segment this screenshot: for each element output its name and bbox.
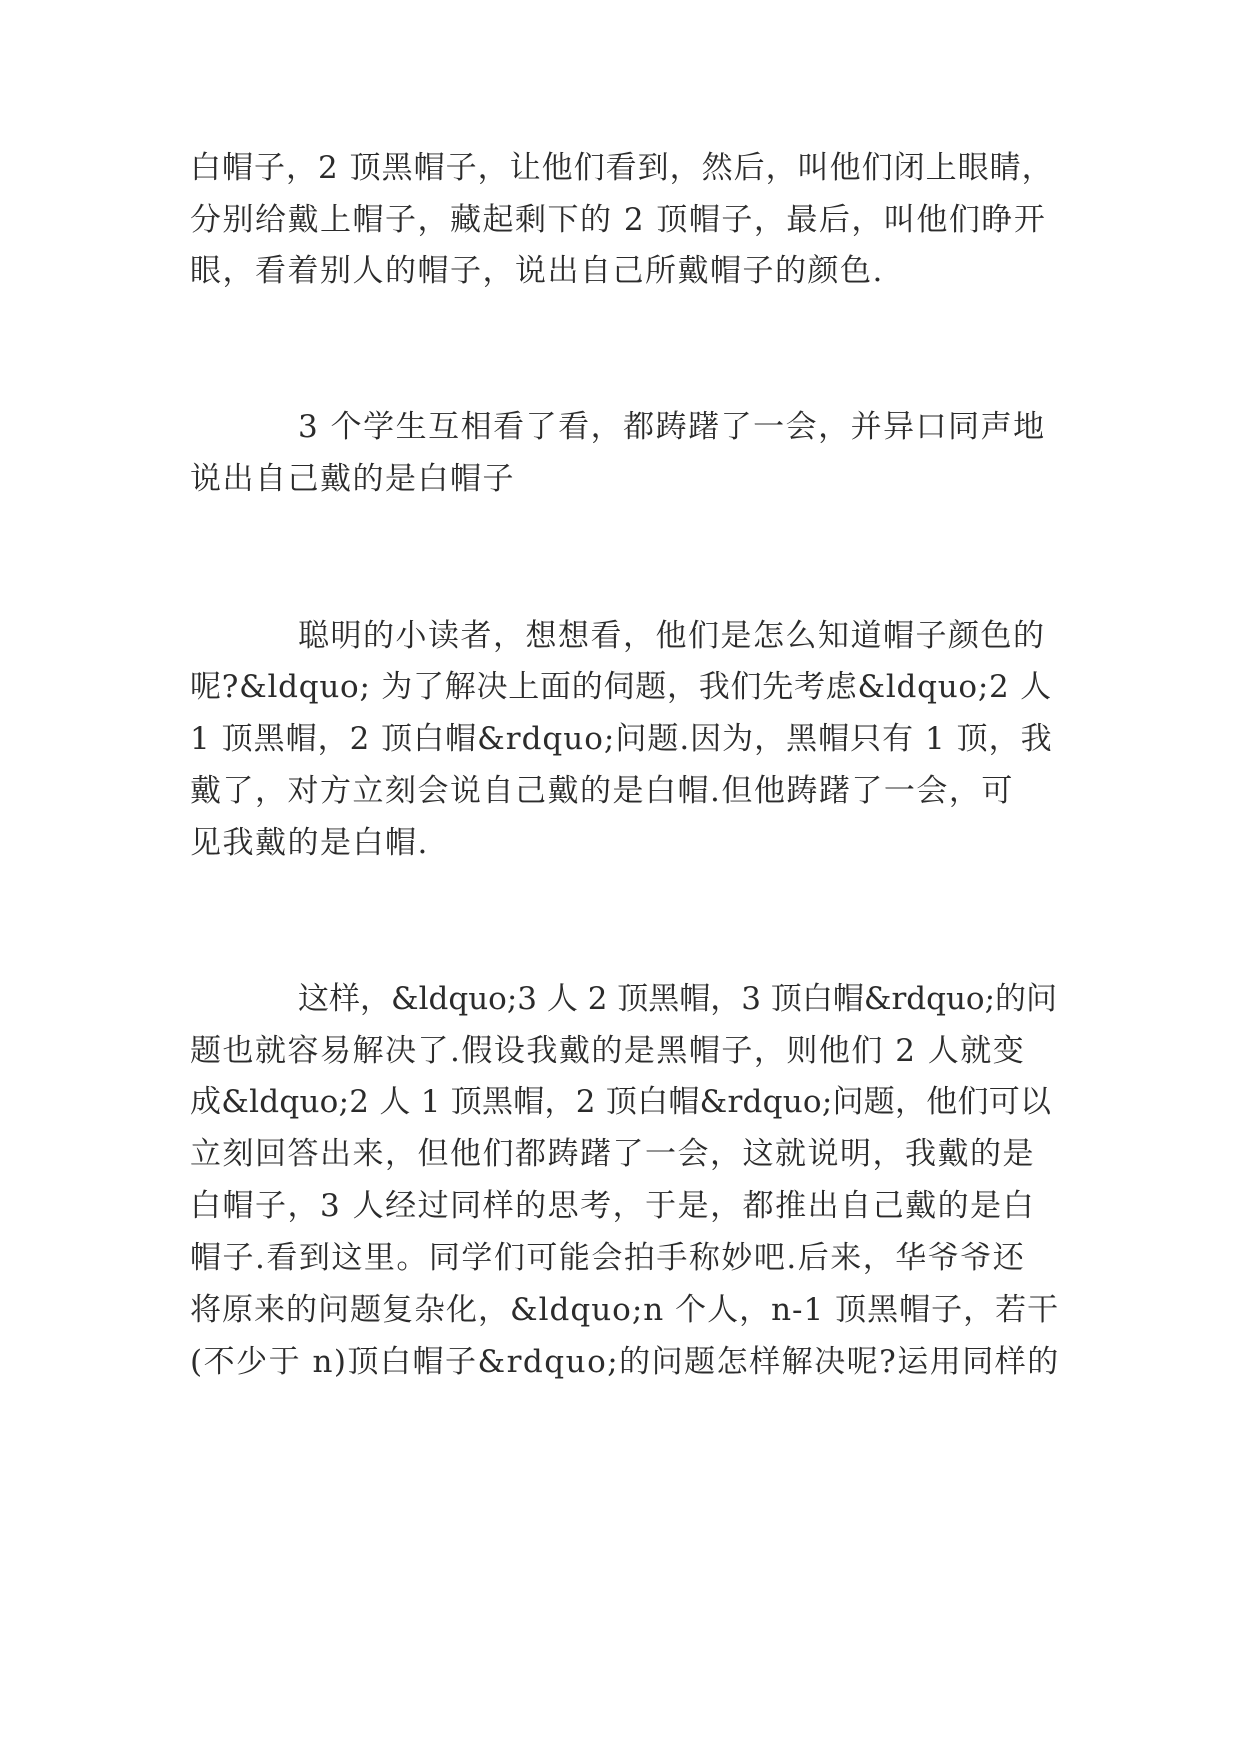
text-line: 见我戴的是白帽. [190, 825, 429, 861]
text-line: 3 个学生互相看了看，都踌躇了一会，并异口同声地 [298, 409, 1046, 445]
text-line: 白帽子，3 人经过同样的思考，于是，都推出自己戴的是白 [190, 1188, 1036, 1224]
text-line: 立刻回答出来，但他们都踌躇了一会，这就说明，我戴的是 [190, 1136, 1035, 1172]
text-line: 说出自己戴的是白帽子 [190, 461, 515, 497]
text-line: 聪明的小读者，想想看，他们是怎么知道帽子颜色的 [298, 618, 1046, 654]
text-line: 这样，&ldquo;3 人 2 顶黑帽，3 顶白帽&rdquo;的问 [298, 981, 1058, 1017]
text-line: 题也就容易解决了.假设我戴的是黑帽子，则他们 2 人就变 [190, 1033, 1026, 1069]
text-line: 成&ldquo;2 人 1 顶黑帽，2 顶白帽&rdquo;问题，他们可以 [190, 1084, 1052, 1120]
text-line: 眼，看着别人的帽子，说出自己所戴帽子的颜色. [190, 253, 884, 289]
text-line: 分别给戴上帽子，藏起剩下的 2 顶帽子，最后，叫他们睁开 [190, 202, 1047, 238]
text-line: 帽子.看到这里。同学们可能会拍手称妙吧.后来，华爷爷还 [190, 1240, 1026, 1276]
text-line: 将原来的问题复杂化，&ldquo;n 个人，n-1 顶黑帽子，若干 [190, 1292, 1060, 1328]
text-line: (不少于 n)顶白帽子&rdquo;的问题怎样解决呢?运用同样的 [190, 1344, 1060, 1380]
text-line: 呢?&ldquo; 为了解决上面的伺题，我们先考虑&ldquo;2 人 [190, 669, 1052, 705]
text-line: 戴了，对方立刻会说自己戴的是白帽.但他踌躇了一会，可 [190, 773, 1014, 809]
text-line: 1 顶黑帽，2 顶白帽&rdquo;问题.因为，黑帽只有 1 顶，我 [190, 721, 1053, 757]
text-line: 白帽子，2 顶黑帽子，让他们看到，然后，叫他们闭上眼睛， [190, 150, 1054, 186]
